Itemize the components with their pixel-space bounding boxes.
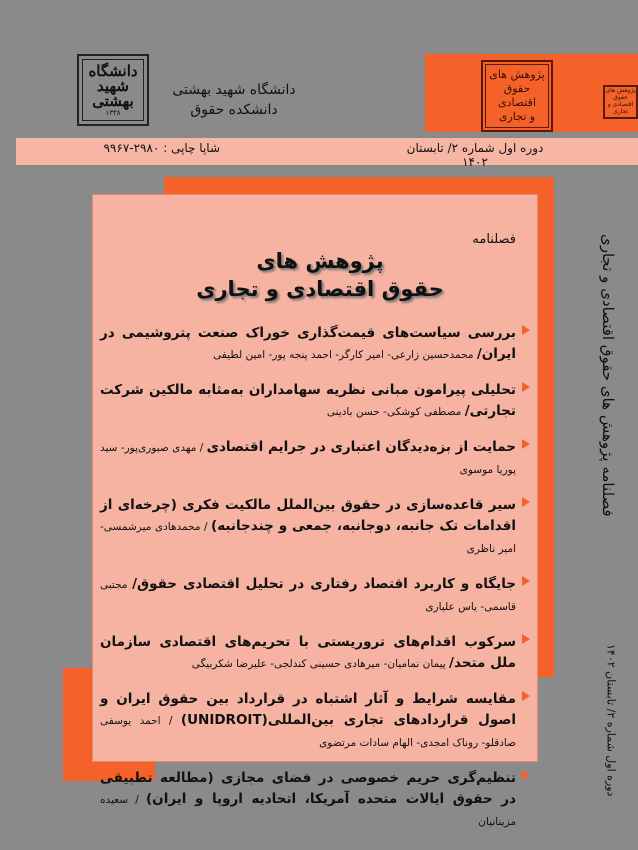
article-authors: / مهدی صبوری‌پور- سید پوریا موسوی: [100, 442, 516, 476]
article-item[interactable]: [100, 688, 530, 753]
journal-logo-line: حقوق: [503, 82, 531, 95]
university-name: دانشگاه شهید بهشتی: [172, 82, 296, 98]
article-authors: مصطفی کوشکی- حسن بادینی: [326, 406, 465, 418]
article-title: جایگاه و کاربرد اقتصاد رفتاری در تحلیل اقتصادی حقوق/: [132, 576, 516, 592]
journal-logo-line: پژوهش های: [489, 68, 545, 81]
article-item[interactable]: [100, 767, 530, 832]
journal-title-line1: پژوهش های: [256, 249, 384, 273]
journal-logo-calligraphy: [485, 64, 549, 128]
faculty-name: دانشکده حقوق: [190, 102, 278, 118]
article-title: حمایت از بزه‌دیدگان اعتباری در جرایم اقتصادی: [206, 439, 516, 455]
journal-logo-line: و تجاری: [498, 110, 536, 123]
triangle-bullet-icon: [522, 497, 530, 507]
article-list: [100, 322, 530, 846]
journal-title-line2: حقوق اقتصادی و تجاری: [196, 277, 444, 301]
journal-logo: [481, 60, 553, 132]
article-authors: مجتبی قاسمی- یاس علیاری: [100, 579, 516, 613]
spine-title: [588, 210, 628, 540]
article-item[interactable]: [100, 494, 530, 559]
logo-line: بهشتی: [92, 91, 134, 110]
issue-label: دوره اول شماره ۲/ تابستان ۱۴۰۲: [406, 141, 544, 169]
triangle-bullet-icon: [522, 382, 530, 392]
spine-issue: [596, 600, 626, 840]
article-item[interactable]: [100, 436, 530, 480]
article-title: مقایسه شرایط و آثار اشتباه در قرارداد بین حقوق ایران و اصول قراردادهای تجاری بین‌المللی(UNIDROIT): [100, 691, 516, 728]
logo-line: دانشگاه: [88, 61, 138, 80]
issn-label: شاپا چاپی : ۲۹۸۰-۹۹۶۷: [103, 141, 220, 155]
university-logo-calligraphy: [82, 59, 144, 121]
article-authors: / سعیده مزینانیان: [100, 794, 516, 828]
article-authors: / محمدهادی میرشمسی- امیر ناظری: [100, 521, 516, 555]
article-authors: محمدحسین زارعی- امیر کارگر- احمد پنجه پور- امین لطیفی: [213, 349, 477, 361]
university-logo: [77, 54, 149, 126]
article-item[interactable]: [100, 573, 530, 617]
article-title: سرکوب اقدام‌های تروریستی با تحریم‌های اقتصادی سازمان ملل متحد/: [100, 634, 516, 671]
small-logo-text: پژوهش های حقوق اقتصادی و تجاری: [605, 87, 636, 115]
logo-line: شهید: [97, 76, 129, 95]
triangle-bullet-icon: [522, 576, 530, 586]
spine-issue-text: دوره اول شماره ۲/ تابستان ۱۴۰۲: [604, 643, 618, 797]
journal-title: [150, 247, 490, 303]
article-title: تحلیلی پیرامون مبانی نظریه سهامداران به‌مثابه مالکین شرکت تجارتی/: [100, 382, 516, 419]
logo-year: ۱۳۳۸: [105, 108, 121, 117]
university-name-block: [168, 80, 300, 120]
triangle-bullet-icon: [522, 634, 530, 644]
triangle-bullet-icon: [522, 691, 530, 701]
triangle-bullet-icon: [522, 439, 530, 449]
journal-logo-small: [603, 85, 638, 119]
article-authors: / احمد یوسفی صادقلو- روناک امجدی- الهام سادات مرتضوی: [100, 715, 516, 749]
quarterly-label: فصلنامه: [472, 232, 516, 247]
article-title: سیر قاعده‌سازی در حقوق بین‌الملل مالکیت فکری (چرخه‌ای از اقدامات تک جانبه، دوجانبه، جمعی و چندجانبه): [100, 497, 516, 534]
article-item[interactable]: [100, 379, 530, 422]
article-item[interactable]: [100, 322, 530, 365]
article-title: بررسی سیاست‌های قیمت‌گذاری خوراک صنعت پتروشیمی در ایران/: [100, 325, 516, 362]
article-authors: پیمان نمامیان- میرهادی حسینی کندلجی- علیرضا شکربیگی: [191, 658, 450, 670]
journal-logo-line: اقتصادی: [497, 96, 537, 109]
triangle-bullet-icon: [522, 325, 530, 335]
triangle-bullet-icon: [522, 770, 530, 780]
article-title: تنظیم‌گری حریم خصوصی در فضای مجازی (مطالعه تطبیقی در حقوق ایالات متحده آمریکا، اتحادیه اروپا و ایران): [100, 770, 516, 807]
spine-title-text: فصلنامه پژوهش های حقوق اقتصادی و تجاری: [599, 233, 617, 517]
article-item[interactable]: [100, 631, 530, 674]
